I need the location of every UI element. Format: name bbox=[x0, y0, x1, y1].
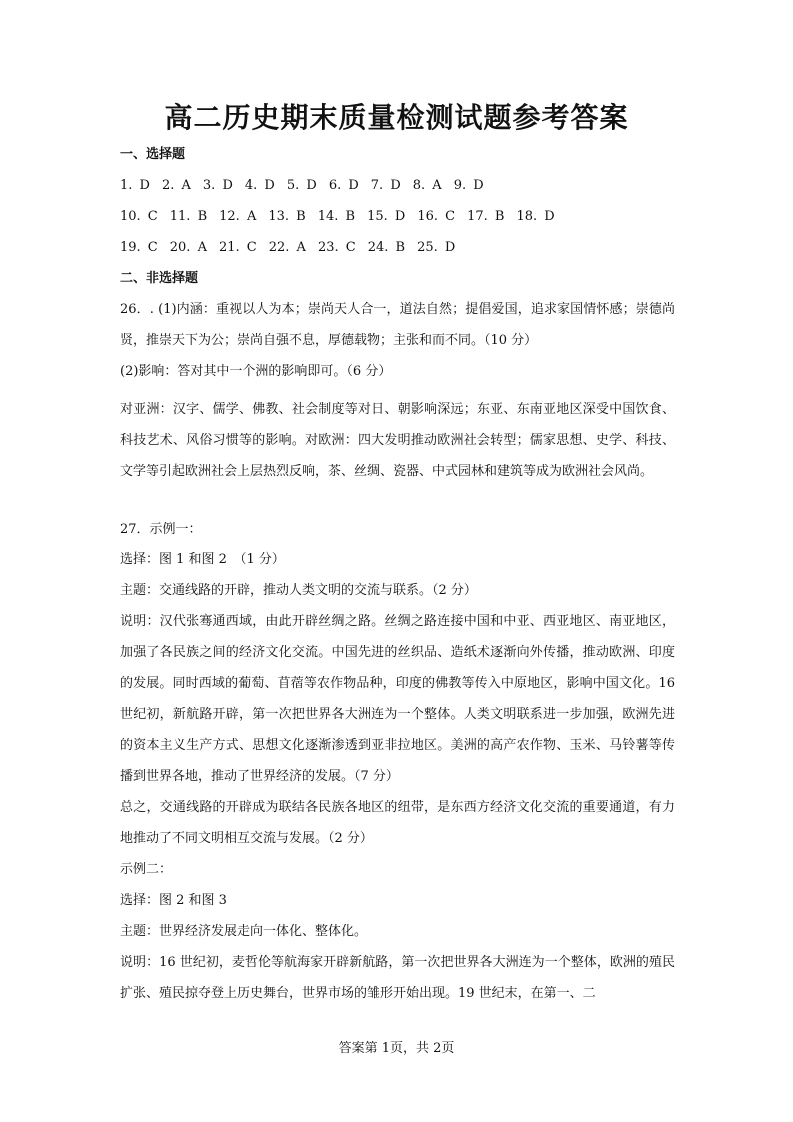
answer-item: 16. C bbox=[417, 209, 456, 224]
answer-item: 14. B bbox=[317, 209, 356, 224]
section-heading-choice: 一、选择题 bbox=[120, 147, 186, 162]
answer-item: 22. A bbox=[268, 240, 306, 255]
answer-row-1 bbox=[120, 177, 680, 195]
q27-ex1-explanation: 说明：汉代张骞通西域，由此开辟丝绸之路。丝绸之路连接中国和中亚、西亚地区、南亚地区，加强了各民族之间的经济文化交流。中国先进的丝织品、造纸术逐渐向外传播，推动欧洲、印度的发展。同时西域的葡萄、苜蓿等农作物品种，印度的佛教等传入中原地区，影响中国文化。16 世纪初，新航路开辟，第一次把世界各大洲连为一个整体。人类文明联系进一步加强，欧洲先进的资本主义生产方式、思想文化逐渐渗透到亚非拉地区。美洲的高产农作物、玉米、马铃薯等传播到世界各地，推动了世界经济的发展。（7 分） bbox=[120, 614, 675, 784]
section-heading-nonchoice: 二、非选择题 bbox=[120, 271, 199, 286]
answer-item: 24. B bbox=[367, 240, 406, 255]
q27-ex2-theme: 主题：世界经济发展走向一体化、整体化。 bbox=[120, 924, 368, 939]
answer-item: 15. D bbox=[367, 209, 406, 224]
q27-ex1-theme: 主题：交通线路的开辟，推动人类文明的交流与联系。（2 分） bbox=[120, 583, 477, 598]
page-title: 高二历史期末质量检测试题参考答案 bbox=[164, 101, 629, 134]
answer-item: 6. D bbox=[328, 178, 359, 193]
answer-item: 10. C bbox=[120, 209, 158, 224]
q27-ex2-label: 示例二： bbox=[120, 862, 173, 877]
answer-item: 25. D bbox=[417, 240, 456, 255]
answer-item: 12. A bbox=[219, 209, 257, 224]
answer-item: 5. D bbox=[286, 178, 317, 193]
answer-item: 18. D bbox=[516, 209, 555, 224]
q26-part2: (2)影响：答对其中一个洲的影响即可。（6 分） bbox=[120, 364, 392, 379]
answer-item: 7. D bbox=[370, 178, 401, 193]
q27-ex1-conclusion: 总之，交通线路的开辟成为联结各民族各地区的纽带，是东西方经济文化交流的重要通道，有力地推动了不同文明相互交流与发展。（2 分） bbox=[120, 800, 675, 846]
q27-ex1-choice: 选择：图 1 和图 2 （1 分） bbox=[120, 552, 285, 567]
answer-row-2 bbox=[120, 208, 680, 226]
answer-item: 9. D bbox=[453, 178, 484, 193]
q27-label: 27．示例一： bbox=[120, 522, 202, 537]
answer-item: 8. A bbox=[412, 178, 442, 193]
answer-item: 3. D bbox=[202, 178, 233, 193]
answer-item: 17. B bbox=[467, 209, 505, 224]
answer-row-3 bbox=[120, 239, 680, 257]
answer-item: 4. D bbox=[244, 178, 275, 193]
q27-ex2-choice: 选择：图 2 和图 3 bbox=[120, 893, 227, 908]
answer-item: 2. A bbox=[161, 178, 191, 193]
answer-item: 21. C bbox=[218, 240, 257, 255]
q26-part1: 26．. (1)内涵：重视以人为本；崇尚天人合一，道法自然；提倡爱国，追求家国情怀感；崇德尚贤，推崇天下为公；崇尚自强不息，厚德载物；主张和而不同。（10 分） bbox=[120, 302, 675, 348]
page-footer: 答案第 1页，共 2页 bbox=[338, 1041, 455, 1056]
answer-item: 19. C bbox=[120, 240, 158, 255]
answer-item: 20. A bbox=[169, 240, 207, 255]
answer-item: 13. B bbox=[268, 209, 306, 224]
answer-item: 23. C bbox=[317, 240, 356, 255]
q27-ex2-explanation: 说明：16 世纪初，麦哲伦等航海家开辟新航路，第一次把世界各大洲连为一个整体，欧洲的殖民扩张、殖民掠夺登上历史舞台，世界市场的雏形开始出现。19 世纪末，在第一、二 bbox=[120, 955, 675, 1001]
answer-item: 11. B bbox=[169, 209, 208, 224]
answer-item: 1. D bbox=[120, 178, 150, 193]
q26-influence: 对亚洲：汉字、儒学、佛教、社会制度等对日、朝影响深远；东亚、东南亚地区深受中国饮食、科技艺术、风俗习惯等的影响。对欧洲：四大发明推动欧洲社会转型；儒家思想、史学、科技、文学等引起欧洲社会上层热烈反响，茶、丝绸、瓷器、中式园林和建筑等成为欧洲社会风尚。 bbox=[120, 402, 675, 479]
